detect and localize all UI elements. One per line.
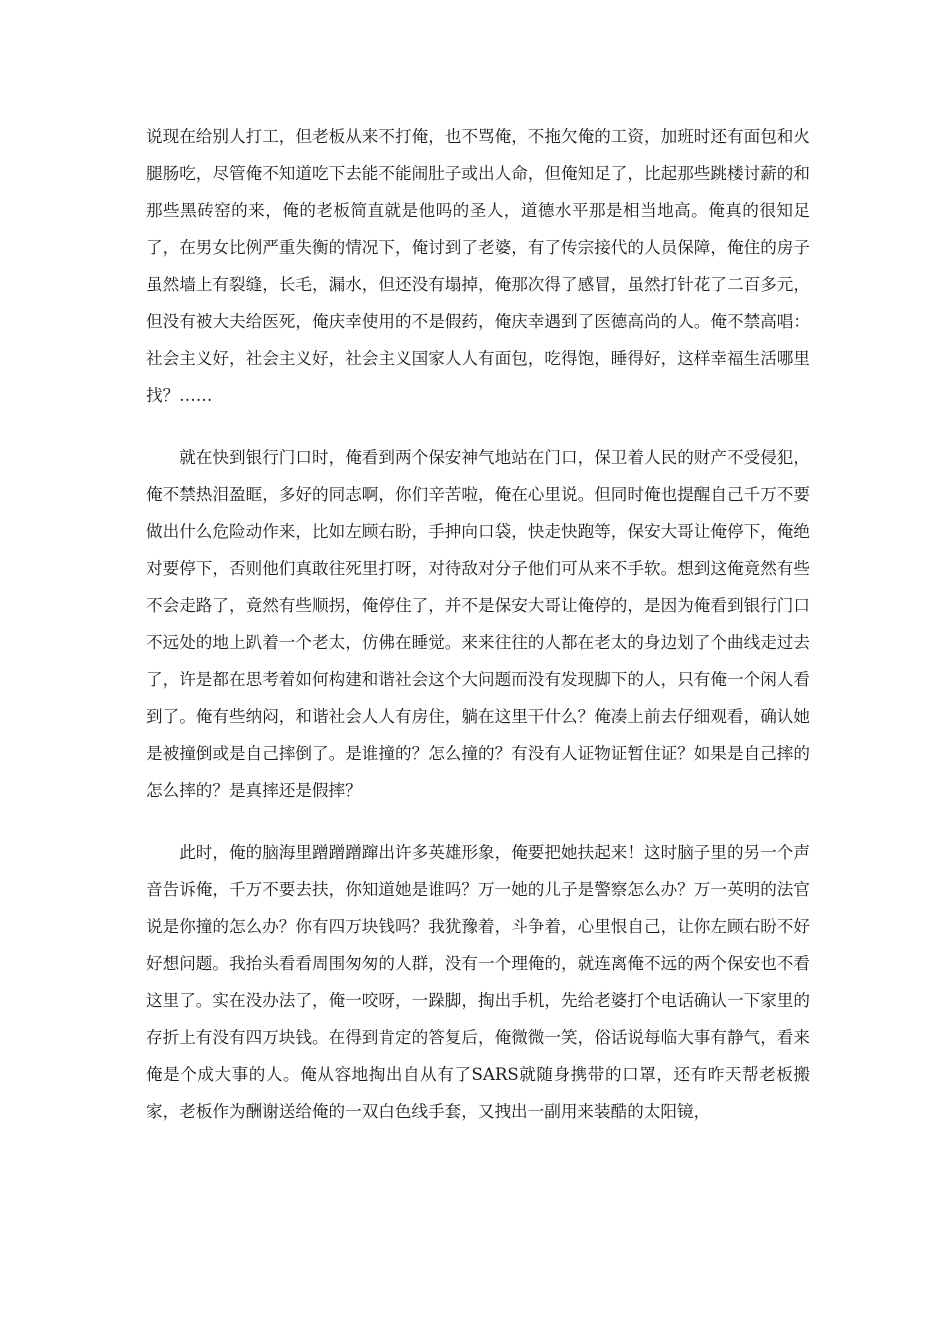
paragraph-1: 说现在给别人打工，但老板从来不打俺，也不骂俺，不拖欠俺的工资，加班时还有面包和火腿肠吃，尽管俺不知道吃下去能不能闹肚子或出人命，但俺知足了，比起那些跳楼讨薪的和那些黑砖窑的来，俺的老板简直就是他吗的圣人，道德水平那是相当地高。俺真的很知足了，在男女比例严重失衡的情况下，俺讨到了老婆，有了传宗接代的人员保障，俺住的房子虽然墙上有裂缝，长毛，漏水，但还没有塌掉，俺那次得了感冒，虽然打针花了二百多元，但没有被大夫给医死，俺庆幸使用的不是假药，俺庆幸遇到了医德高尚的人。俺不禁高唱：社会主义好，社会主义好，社会主义国家人人有面包，吃得饱，睡得好，这样幸福生活哪里找？…… (146, 127, 810, 405)
paragraph-2: 就在快到银行门口时，俺看到两个保安神气地站在门口，保卫着人民的财产不受侵犯，俺不禁热泪盈眶，多好的同志啊，你们辛苦啦，俺在心里说。但同时俺也提醒自己千万不要做出什么危险动作来，比如左顾右盼，手抻向口袋，快走快跑等，保安大哥让俺停下，俺绝对要停下，否则他们真敢往死里打呀，对待敌对分子他们可从来不手软。想到这俺竟然有些不会走路了，竟然有些顺拐，俺停住了，并不是保安大哥让俺停的，是因为俺看到银行门口不远处的地上趴着一个老太，仿佛在睡觉。来来往往的人都在老太的身边划了个曲线走过去了，许是都在思考着如何构建和谐社会这个大问题而没有发现脚下的人，只有俺一个闲人看到了。俺有些纳闷，和谐社会人人有房住，躺在这里干什么？俺凑上前去仔细观看，确认她是被撞倒或是自己摔倒了。是谁撞的？怎么撞的？有没有人证物证暂住证？如果是自己摔的怎么摔的？是真摔还是假摔？ (146, 448, 810, 800)
document-body (146, 118, 810, 1155)
paragraph-3: 此时，俺的脑海里蹭蹭蹭蹿出许多英雄形象，俺要把她扶起来！这时脑子里的另一个声音告诉俺，千万不要去扶，你知道她是谁吗？万一她的儿子是警察怎么办？万一英明的法官说是你撞的怎么办？你有四万块钱吗？我犹豫着，斗争着，心里恨自己，让你左顾右盼不好好想问题。我抬头看看周围匆匆的人群，没有一个理俺的，就连离俺不远的两个保安也不看这里了。实在没办法了，俺一咬呀，一跺脚，掏出手机，先给老婆打个电话确认一下家里的存折上有没有四万块钱。在得到肯定的答复后，俺微微一笑，俗话说每临大事有静气，看来俺是个成大事的人。俺从容地掏出自从有了SARS就随身携带的口罩，还有昨天帮老板搬家，老板作为酬谢送给俺的一双白色线手套，又拽出一副用来装酷的太阳镜， (146, 843, 810, 1121)
